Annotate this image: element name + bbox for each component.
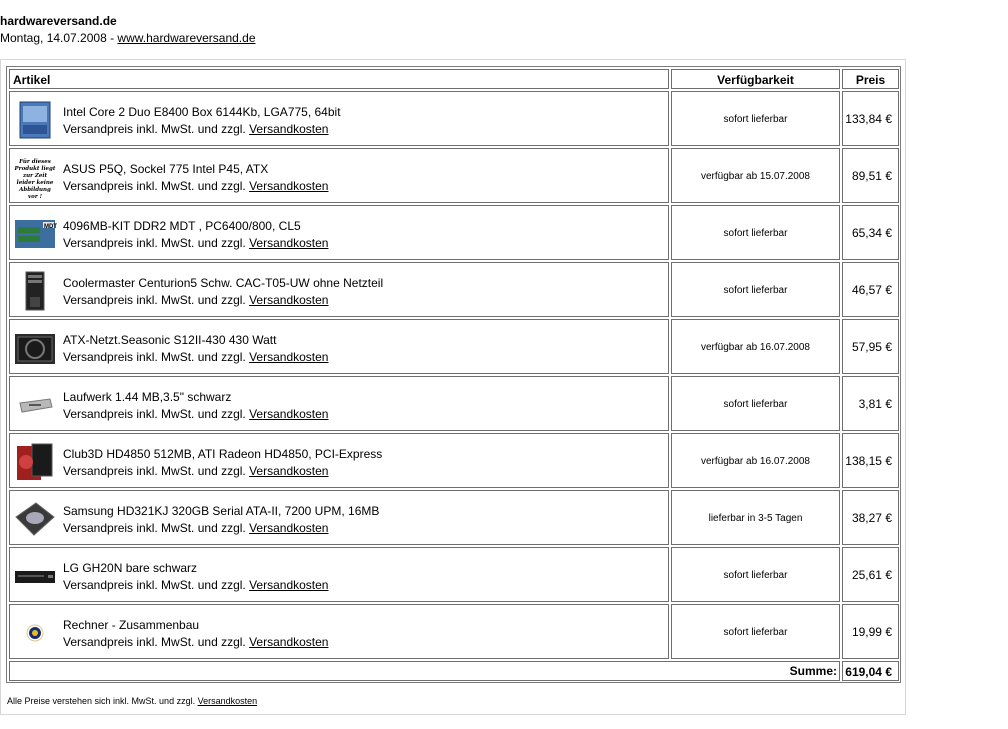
header-artikel-label: Artikel <box>13 73 51 87</box>
availability-cell: lieferbar in 3-5 Tagen <box>671 490 840 545</box>
availability-cell: sofort lieferbar <box>671 205 840 260</box>
shipping-note-text: Versandpreis inkl. MwSt. und zzgl. <box>63 407 250 421</box>
cpu-box-icon[interactable] <box>14 100 56 140</box>
price-cell: 46,57 € <box>842 262 899 317</box>
price-footnote <box>7 696 257 706</box>
header-artikel <box>9 69 669 89</box>
date-text: Montag, 14.07.2008 - <box>0 31 118 45</box>
sum-value: 619,04 € <box>842 661 899 681</box>
shipping-cost-link[interactable]: Versandkosten <box>249 407 329 421</box>
price-cell: 65,34 € <box>842 205 899 260</box>
price-cell: 38,27 € <box>842 490 899 545</box>
shipping-note-text: Versandpreis inkl. MwSt. und zzgl. <box>63 350 250 364</box>
shipping-note-text: Versandpreis inkl. MwSt. und zzgl. <box>63 236 250 250</box>
shipping-cost-link[interactable]: Versandkosten <box>249 350 329 364</box>
artikel-cell <box>9 547 669 602</box>
availability-cell: verfügbar ab 16.07.2008 <box>671 433 840 488</box>
placeholder-text: Für dieses Produkt liegt zur Zeit leider keine Abbildung vor ! <box>14 159 56 200</box>
header-verfuegbarkeit <box>671 69 840 89</box>
product-name[interactable]: Laufwerk 1.44 MB,3.5" schwarz <box>63 390 232 404</box>
shipping-cost-link[interactable]: Versandkosten <box>249 635 329 649</box>
ram-kit-icon[interactable] <box>14 214 56 254</box>
price-cell: 19,99 € <box>842 604 899 659</box>
availability-cell: sofort lieferbar <box>671 604 840 659</box>
shipping-cost-link[interactable]: Versandkosten <box>249 464 329 478</box>
availability-cell: sofort lieferbar <box>671 547 840 602</box>
price-cell: 133,84 € <box>842 91 899 146</box>
shipping-note <box>63 350 328 364</box>
dateline <box>0 31 256 45</box>
footnote-text: Alle Preise verstehen sich inkl. MwSt. und zzgl. <box>7 696 198 706</box>
mdt-badge: MDT <box>44 224 57 230</box>
footnote-shipping-link[interactable]: Versandkosten <box>197 696 258 706</box>
availability-cell: verfügbar ab 15.07.2008 <box>671 148 840 203</box>
shipping-cost-link[interactable]: Versandkosten <box>249 293 329 307</box>
shipping-note-text: Versandpreis inkl. MwSt. und zzgl. <box>63 464 250 478</box>
artikel-cell <box>9 91 669 146</box>
floppy-drive-icon[interactable] <box>14 385 56 425</box>
header-preis <box>842 69 899 89</box>
price-cell: 138,15 € <box>842 433 899 488</box>
artikel-cell <box>9 262 669 317</box>
availability-cell: sofort lieferbar <box>671 376 840 431</box>
price-cell: 3,81 € <box>842 376 899 431</box>
dvd-drive-icon[interactable] <box>14 556 56 596</box>
product-name[interactable]: 4096MB-KIT DDR2 MDT , PC6400/800, CL5 <box>63 219 301 233</box>
product-name[interactable]: Rechner - Zusammenbau <box>63 618 200 632</box>
artikel-cell <box>9 604 669 659</box>
shipping-note-text: Versandpreis inkl. MwSt. und zzgl. <box>63 293 250 307</box>
artikel-cell <box>9 148 669 203</box>
product-name[interactable]: ATX-Netzt.Seasonic S12II-430 430 Watt <box>63 333 277 347</box>
price-cell: 89,51 € <box>842 148 899 203</box>
product-name[interactable]: Club3D HD4850 512MB, ATI Radeon HD4850, PCI-Express <box>63 447 383 461</box>
shipping-cost-link[interactable]: Versandkosten <box>249 521 329 535</box>
site-link[interactable]: www.hardwareversand.de <box>117 31 256 45</box>
product-name[interactable]: Coolermaster Centurion5 Schw. CAC-T05-UW ohne Netzteil <box>63 276 384 290</box>
shipping-note-text: Versandpreis inkl. MwSt. und zzgl. <box>63 122 250 136</box>
header-verfuegbarkeit-label: Verfügbarkeit <box>717 73 794 87</box>
artikel-cell <box>9 433 669 488</box>
shipping-note <box>63 179 328 193</box>
artikel-cell <box>9 319 669 374</box>
shipping-note <box>63 236 328 250</box>
shipping-note-text: Versandpreis inkl. MwSt. und zzgl. <box>63 179 250 193</box>
shipping-cost-link[interactable]: Versandkosten <box>249 179 329 193</box>
shipping-note-text: Versandpreis inkl. MwSt. und zzgl. <box>63 578 250 592</box>
artikel-cell <box>9 205 669 260</box>
shipping-note <box>63 122 328 136</box>
pc-case-icon[interactable] <box>14 271 56 311</box>
shipping-note <box>63 293 328 307</box>
availability-cell: sofort lieferbar <box>671 262 840 317</box>
graphics-card-icon[interactable] <box>14 442 56 482</box>
product-name[interactable]: Intel Core 2 Duo E8400 Box 6144Kb, LGA775, 64bit <box>63 105 341 119</box>
power-supply-icon[interactable] <box>14 328 56 368</box>
header-preis-label: Preis <box>855 73 886 87</box>
hard-drive-icon[interactable] <box>14 499 56 539</box>
artikel-cell <box>9 490 669 545</box>
product-name[interactable]: Samsung HD321KJ 320GB Serial ATA-II, 7200 UPM, 16MB <box>63 504 380 518</box>
shipping-note-text: Versandpreis inkl. MwSt. und zzgl. <box>63 635 250 649</box>
shipping-note <box>63 407 328 421</box>
site-title: hardwareversand.de <box>0 14 117 28</box>
shipping-note <box>63 521 328 535</box>
order-table <box>6 66 901 683</box>
shipping-note <box>63 578 328 592</box>
shipping-note <box>63 635 328 649</box>
shipping-note-text: Versandpreis inkl. MwSt. und zzgl. <box>63 521 250 535</box>
shipping-cost-link[interactable]: Versandkosten <box>249 122 329 136</box>
product-name[interactable]: LG GH20N bare schwarz <box>63 561 198 575</box>
shipping-cost-link[interactable]: Versandkosten <box>249 236 329 250</box>
shipping-cost-link[interactable]: Versandkosten <box>249 578 329 592</box>
availability-cell: sofort lieferbar <box>671 91 840 146</box>
price-cell: 57,95 € <box>842 319 899 374</box>
sum-label-cell <box>9 661 840 681</box>
price-cell: 25,61 € <box>842 547 899 602</box>
product-name[interactable]: ASUS P5Q, Sockel 775 Intel P45, ATX <box>63 162 269 176</box>
assembly-service-icon[interactable] <box>14 613 56 653</box>
shipping-note <box>63 464 328 478</box>
artikel-cell <box>9 376 669 431</box>
availability-cell: verfügbar ab 16.07.2008 <box>671 319 840 374</box>
sum-label: Summe: <box>789 664 837 678</box>
no-image-placeholder[interactable] <box>14 157 56 200</box>
